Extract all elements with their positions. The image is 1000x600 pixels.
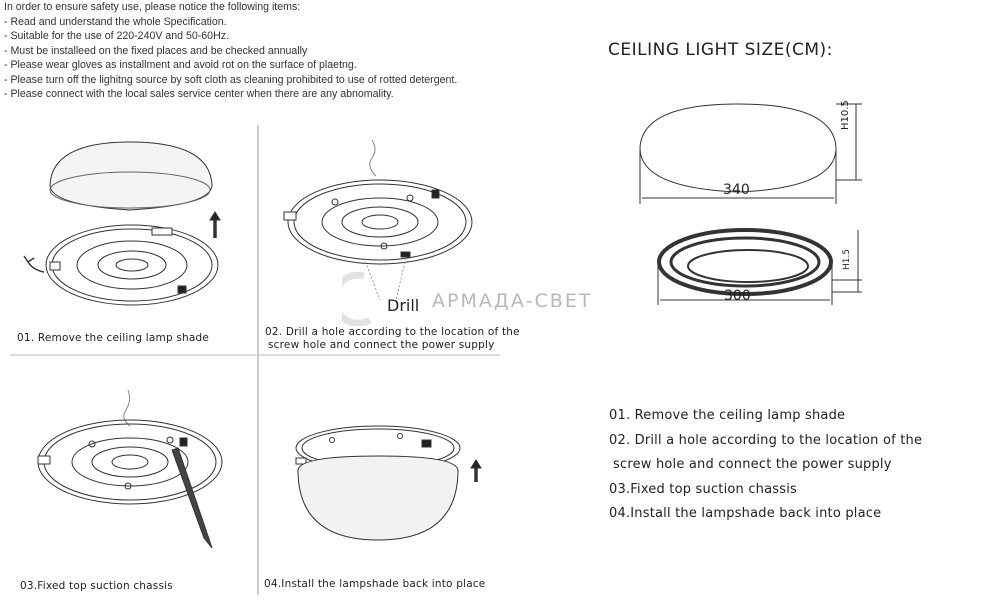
step-item: 04.Install the lampshade back into place	[609, 506, 882, 522]
caption-step2-line1: 02. Drill a hole according to the location of the	[265, 326, 520, 338]
chassis-diameter-label: 300	[724, 288, 751, 304]
drill-label: Drill	[387, 296, 420, 315]
caption-step2-line2: screw hole and connect the power supply	[268, 339, 495, 351]
step1-illustration	[24, 142, 220, 305]
step4-illustration	[296, 426, 481, 540]
chassis-height-label: H1.5	[842, 248, 852, 270]
notice-item: - Please wear gloves as installment and avoid rot on the surface of plaetng.	[4, 59, 357, 71]
step-item: screw hole and connect the power supply	[613, 457, 892, 473]
step3-illustration	[38, 390, 222, 548]
shade-height-label: H10.5	[840, 100, 851, 130]
notice-item: - Please turn off the lighitng source by soft cloth as cleaning prohibited to use of rotted detergent.	[4, 73, 458, 86]
watermark-text: АРМАДА-СВЕТ	[432, 290, 593, 312]
caption-step3: 03.Fixed top suction chassis	[20, 580, 173, 592]
step-item: 01. Remove the ceiling lamp shade	[609, 408, 846, 423]
notice-item: - Suitable for the use of 220-240V and 50-60Hz.	[4, 30, 229, 42]
caption-step4: 04.Install the lampshade back into place	[264, 578, 486, 590]
size-title: CEILING LIGHT SIZE(CM):	[608, 40, 833, 60]
installation-steps	[609, 404, 989, 527]
caption-step1: 01. Remove the ceiling lamp shade	[17, 332, 210, 344]
notice-item: - Must be installeed on the fixed places and be checked annually	[4, 44, 308, 57]
notice-item: - Please connect with the local sales service center when there are any abnomality.	[4, 88, 394, 100]
notice-item: - Read and understand the whole Specification.	[4, 15, 227, 28]
shade-diameter-label: 340	[723, 182, 750, 198]
shade-dimension-drawing	[640, 104, 862, 204]
chassis-dimension-drawing	[658, 230, 862, 305]
step-item: 02. Drill a hole according to the location of the	[609, 432, 923, 448]
notice-intro: In order to ensure safety use, please notice the following items:	[4, 1, 301, 13]
step-item: 03.Fixed top suction chassis	[609, 481, 798, 497]
